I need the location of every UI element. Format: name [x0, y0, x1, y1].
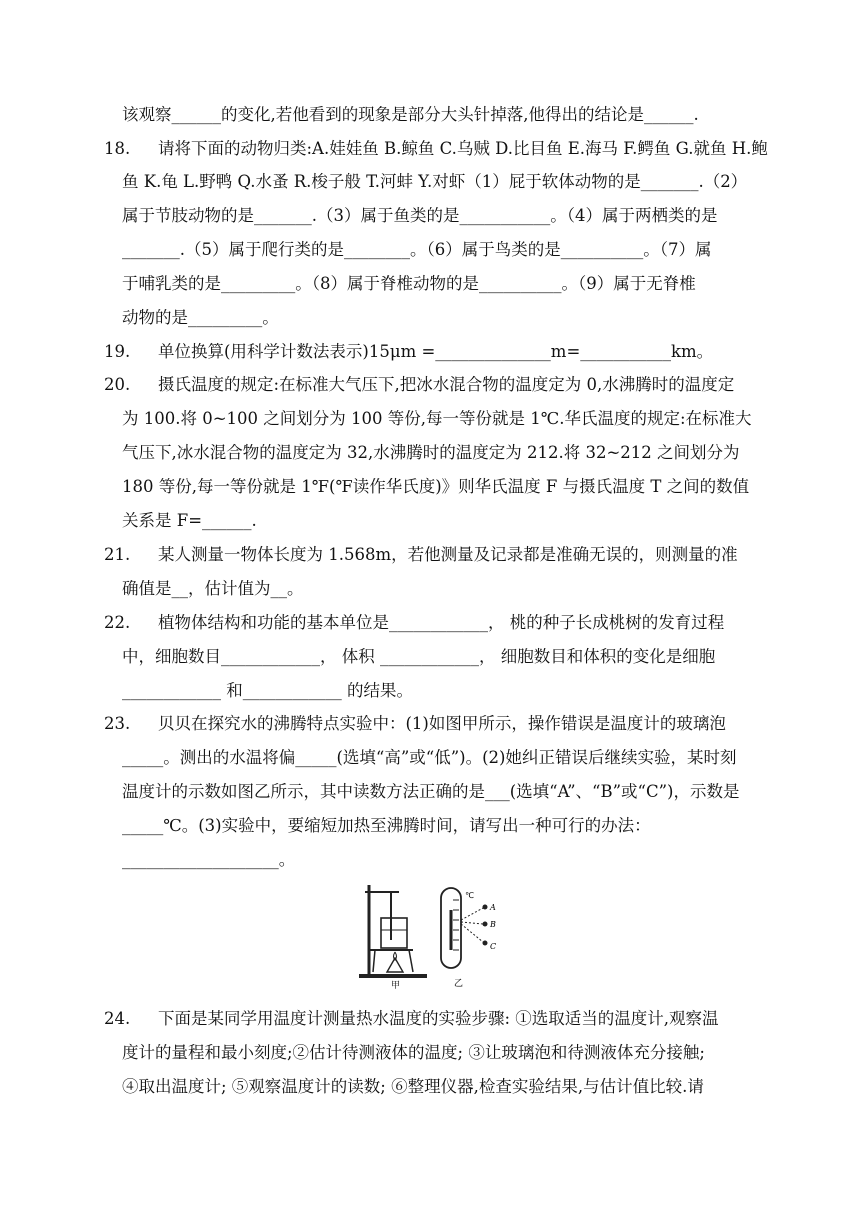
text-line: 鱼 K.龟 L.野鸭 Q.水蚤 R.梭子般 T.河蚌 Y.对虾（1）屁于软体动物的是_______.（2） — [122, 172, 748, 191]
text-line: ____________ 和____________ 的结果。 — [122, 681, 413, 700]
experiment-figure — [357, 880, 517, 990]
text-line: 于哺乳类的是_________。（8）属于脊椎动物的是__________。（9）属于无脊椎 — [122, 274, 696, 293]
question-number: 23. — [104, 714, 131, 733]
text-line: 确值是__，估计值为__。 — [122, 579, 304, 598]
text-line: 关系是 F=______. — [122, 511, 257, 530]
label-yi: 乙 — [454, 979, 464, 989]
text-line: 动物的是_________。 — [122, 308, 279, 327]
question-number: 18. — [104, 139, 131, 158]
boiling-apparatus — [359, 885, 427, 976]
eye-b-icon — [483, 922, 488, 927]
label-b: B — [490, 920, 496, 929]
text-line: 摄氏温度的规定:在标准大气压下,把冰水混合物的温度定为 0,水沸腾时的温度定 — [158, 375, 735, 394]
text-line: 温度计的示数如图乙所示，其中读数方法正确的是___(选填“A”、“B”或“C”)，示数是 — [122, 782, 740, 801]
label-c: C — [490, 942, 497, 951]
question-number: 20. — [104, 375, 131, 394]
text-line: 单位换算(用科学计数法表示)15μm =______________m=___________km。 — [158, 342, 714, 361]
text-line: 为 100.将 0~100 之间划分为 100 等份,每一等份就是 1℃.华氏温度的规定:在标准大 — [122, 409, 752, 428]
text-line: ④取出温度计; ⑤观察温度计的读数; ⑥整理仪器,检查实验结果,与估计值比较.请 — [122, 1077, 704, 1096]
text-line: _____℃。(3)实验中，要缩短加热至沸腾时间，请写出一种可行的办法： — [122, 816, 651, 835]
text-line: ___________________。 — [122, 850, 296, 869]
text-line: 180 等份,每一等份就是 1℉(℉读作华氏度)》则华氏温度 F 与摄氏温度 T 之间的数值 — [122, 477, 750, 496]
text-line: _____。测出的水温将偏_____(选填“高”或“低”)。(2)她纠正错误后继续实验，某时刻 — [122, 748, 737, 767]
text-line: 气压下,冰水混合物的温度定为 32,水沸腾时的温度定为 212.将 32~212 之间划分为 — [122, 443, 740, 462]
label-a: A — [490, 903, 496, 912]
label-jia: 甲 — [391, 981, 401, 990]
text-line: 度计的量程和最小刻度;②估计待测液体的温度; ③让玻璃泡和待测液体充分接触; — [122, 1043, 705, 1062]
question-number: 19. — [104, 342, 131, 361]
text-line: 属于节肢动物的是_______.（3）属于鱼类的是___________。（4）属于两栖类的是 — [122, 206, 718, 225]
question-number: 21. — [104, 545, 131, 564]
eye-c-icon — [483, 941, 488, 946]
text-line: 请将下面的动物归类:A.娃娃鱼 B.鲸鱼 C.乌贼 D.比目鱼 E.海马 F.鳄鱼 G.就鱼 H.鲍 — [158, 139, 768, 158]
thermometer — [441, 888, 483, 968]
text-line: 中，细胞数目____________， 体积 ____________， 细胞数目和体积的变化是细胞 — [122, 647, 716, 666]
text-line: 贝贝在探究水的沸腾特点实验中：(1)如图甲所示，操作错误是温度计的玻璃泡 — [158, 714, 726, 733]
eye-a-icon — [483, 905, 488, 910]
question-number: 22. — [104, 613, 131, 632]
question-number: 24. — [104, 1009, 131, 1028]
text-line: 下面是某同学用温度计测量热水温度的实验步骤: ①选取适当的温度计,观察温 — [158, 1009, 719, 1028]
experiment-diagram — [357, 880, 517, 990]
label-scale: ℃ — [465, 891, 474, 900]
text-line: 植物体结构和功能的基本单位是____________， 桃的种子长成桃树的发育过程 — [158, 613, 725, 632]
text-line: 该观察______的变化,若他看到的现象是部分大头针掉落,他得出的结论是______. — [122, 105, 699, 124]
text-line: 某人测量一物体长度为 1.568m，若他测量及记录都是准确无误的，则测量的准 — [158, 545, 738, 564]
text-line: _______.（5）属于爬行类的是________。（6）属于鸟类的是__________。（7）属 — [122, 240, 712, 259]
